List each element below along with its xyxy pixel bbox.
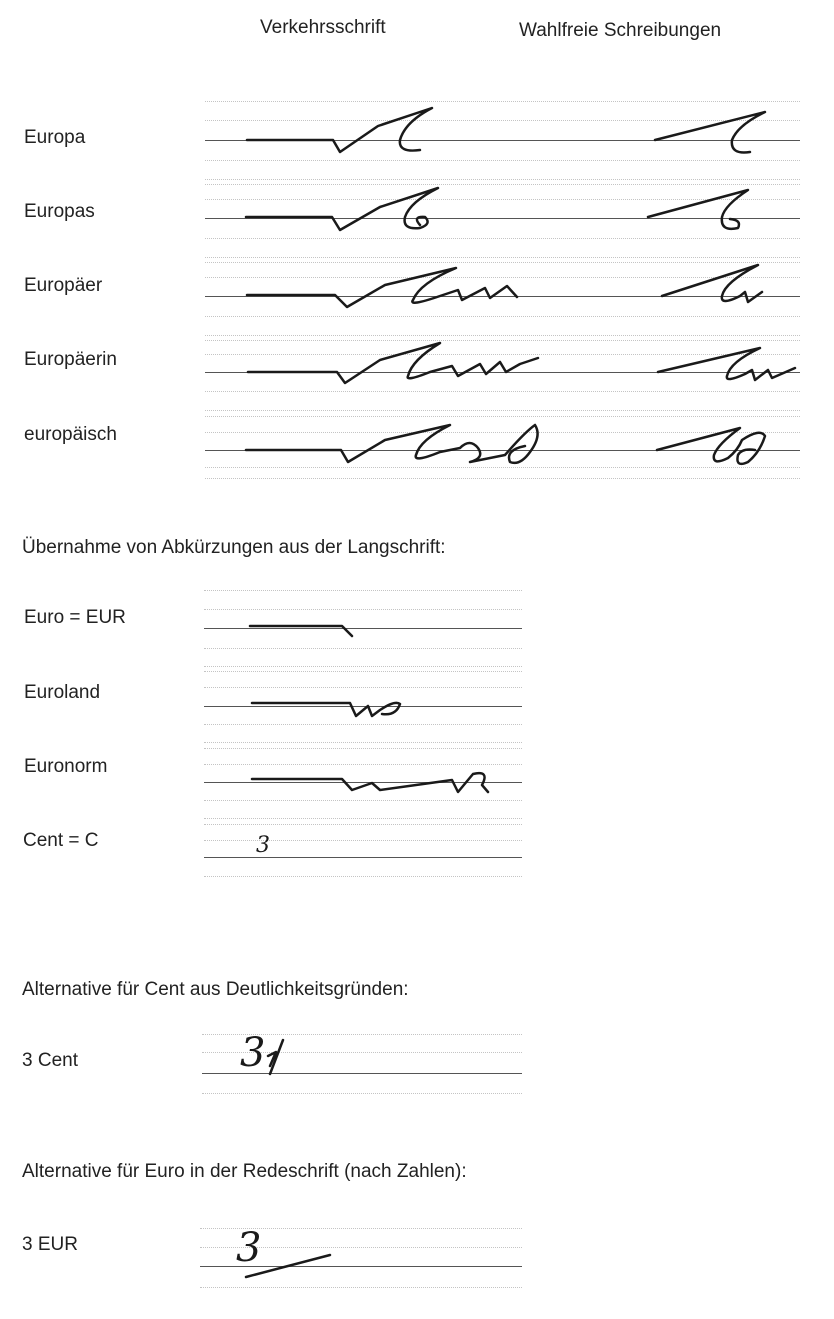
column-heading-standard: Verkehrsschrift	[260, 17, 386, 38]
shorthand-cent-glyph: 3	[256, 833, 270, 858]
cent-alternative-label: 3 Cent	[22, 1050, 78, 1071]
word-label-europa: Europa	[24, 127, 86, 148]
word-label-europaeisch: europäisch	[24, 424, 117, 445]
abbr-label-cent: Cent = C	[23, 830, 99, 851]
column-heading-optional: Wahlfreie Schreibungen	[519, 20, 722, 41]
abbr-label-euronorm: Euronorm	[24, 756, 108, 777]
euro-alternative-label: 3 EUR	[22, 1234, 78, 1255]
shorthand-cent-alternative-glyph: 3	[240, 1030, 266, 1076]
abbr-label-euroland: Euroland	[24, 682, 101, 703]
section-heading-cent-alternative: Alternative für Cent aus Deutlichkeitsgründen:	[22, 979, 409, 1000]
word-label-europaeerin: Europäerin	[24, 349, 117, 370]
section-heading-abbreviations: Übernahme von Abkürzungen aus der Langschrift:	[22, 537, 446, 558]
abbr-label-euro: Euro = EUR	[24, 607, 126, 628]
word-label-europaeer: Europäer	[24, 275, 103, 296]
shorthand-euro-alternative-glyph: 3	[236, 1225, 262, 1271]
word-label-europas: Europas	[24, 201, 95, 222]
section-heading-euro-alternative: Alternative für Euro in der Redeschrift (nach Zahlen):	[22, 1161, 467, 1182]
